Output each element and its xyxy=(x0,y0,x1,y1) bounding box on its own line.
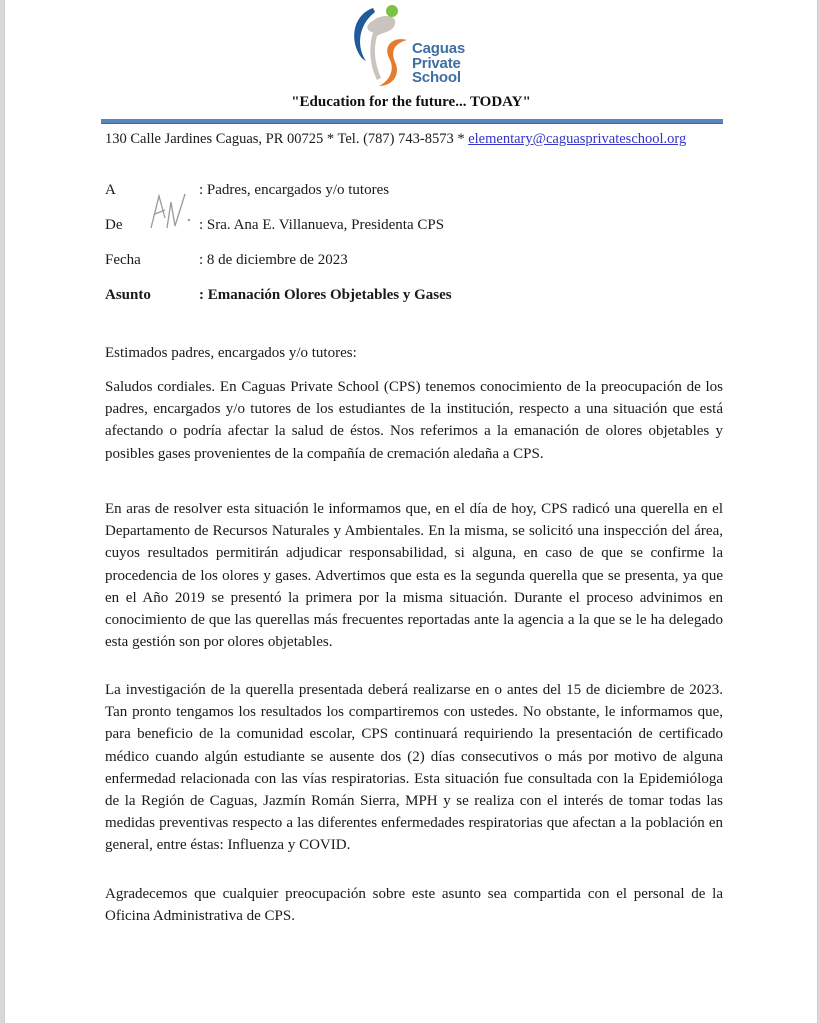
school-name-line: Private xyxy=(412,54,461,72)
school-name-line: Caguas xyxy=(412,40,465,57)
memo-label: Asunto xyxy=(105,287,151,303)
slogan: "Education for the future... TODAY" xyxy=(291,94,531,110)
memo-label: De xyxy=(105,217,123,233)
memo-value: : 8 de diciembre de 2023 xyxy=(199,252,348,268)
school-name-line: School xyxy=(412,69,461,86)
email-link[interactable]: elementary@caguasprivateschool.org xyxy=(468,131,687,147)
cps-logo-icon xyxy=(347,2,417,92)
contact-line xyxy=(105,131,745,148)
salutation xyxy=(105,342,723,364)
memo-value: : Emanación Olores Objetables y Gases xyxy=(199,287,452,303)
memo-value: : Sra. Ana E. Villanueva, Presidenta CPS xyxy=(199,217,445,233)
memo-value: : Padres, encargados y/o tutores xyxy=(199,182,390,198)
header-rule xyxy=(101,119,723,124)
memo-label: A xyxy=(105,182,116,198)
memo-label: Fecha xyxy=(105,252,141,268)
memo-row-subject xyxy=(105,287,452,304)
salutation-text: Estimados padres, encargados y/o tutores: xyxy=(105,345,357,361)
handwritten-initials-icon xyxy=(145,188,195,238)
paragraph-4 xyxy=(105,883,723,927)
letter-page xyxy=(4,0,818,1023)
school-logo xyxy=(347,2,477,92)
school-name xyxy=(412,42,465,86)
paragraph-text: En aras de resolver esta situación le informamos que, en el día de hoy, CPS radicó una querella en el Departamento de Recursos Naturales y Ambientales. En la misma, se solicitó una inspección del área, cuyos resultados permitirán adjudicar responsabilidad, si alguna, en caso de que se confirme la procedencia de los olores y gases. Advertimos que esta es la segunda querella que se presenta, ya que en el Año 2019 se presentó la primera por la misma situación. Durante el proceso advinimos en conocimiento de que las querellas más frecuentes reportadas ante la agencia a la que se le ha delegado esta gestión son por olores objetables. xyxy=(105,501,723,651)
memo-row-date xyxy=(105,252,348,269)
paragraph-1 xyxy=(105,376,723,465)
paragraph-text: Agradecemos que cualquier preocupación sobre este asunto sea compartida con el personal de la Oficina Administrativa de CPS. xyxy=(105,886,723,925)
paragraph-2 xyxy=(105,498,723,653)
paragraph-3 xyxy=(105,679,723,857)
paragraph-text: Saludos cordiales. En Caguas Private School (CPS) tenemos conocimiento de la preocupación de los padres, encargados y/o tutores de los estudiantes de la institución, respecto a una situación que está afectando o podría afectar la salud de éstos. Nos referimos a la emanación de olores objetables y posibles gases provenientes de la compañía de cremación aledaña a CPS. xyxy=(105,379,723,462)
address-text: 130 Calle Jardines Caguas, PR 00725 * Tel. (787) 743-8573 * xyxy=(105,131,469,147)
paragraph-text: La investigación de la querella presentada deberá realizarse en o antes del 15 de diciembre de 2023. Tan pronto tengamos los resultados los compartiremos con ustedes. No obstante, le informamos que, para beneficio de la comunidad escolar, CPS continuará requiriendo la presentación de certificado médico cuando algún estudiante se ausente dos (2) días consecutivos o más por motivo de alguna enfermedad relacionada con las vías respiratorias. Esta situación fue consultada con la Epidemióloga de la Región de Caguas, Jazmín Román Sierra, MPH y se realiza con el interés de tomar todas las medidas preventivas respecto a las diferentes enfermedades respiratorias que afectan a la población en general, entre éstas: Influenza y COVID. xyxy=(105,682,723,854)
